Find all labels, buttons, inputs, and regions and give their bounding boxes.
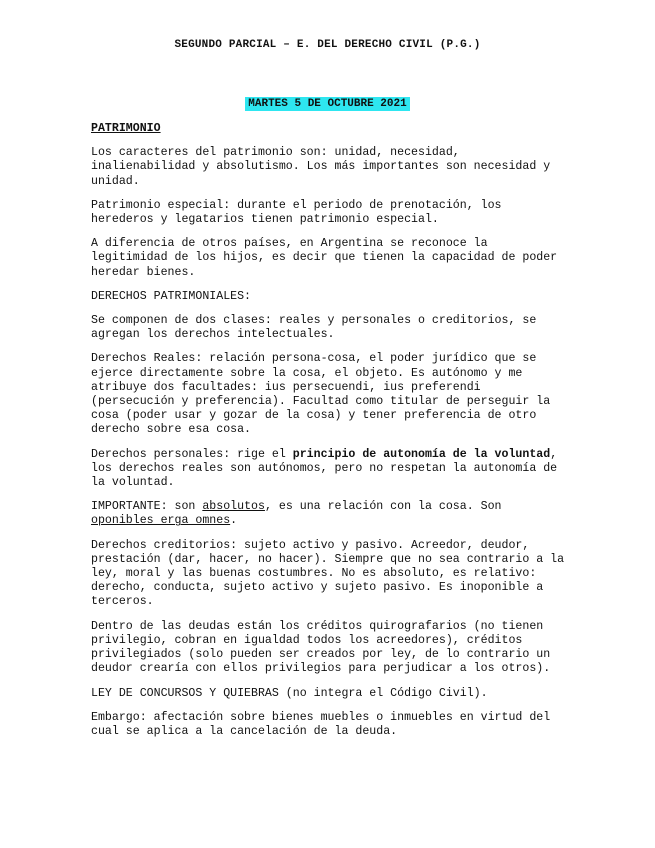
highlighted-date: MARTES 5 DE OCTUBRE 2021 <box>245 97 409 111</box>
text-run: Derechos personales: rige el <box>91 447 293 461</box>
text-run: . <box>230 514 238 528</box>
paragraph-legitimidad: A diferencia de otros países, en Argentina se reconoce la legitimidad de los hijos, es decir que tienen la capacidad de poder heredar bienes. <box>91 237 558 279</box>
paragraph-derechos-creditorios: Derechos creditorios: sujeto activo y pasivo. Acreedor, deudor, prestación (dar, hacer, no hacer). Siempre que no sea contrario a la ley, moral y las buenas costumbres. No es absoluto, es relativo: derecho, conducta, sujeto activo y sujeto pasivo. Es inoponible a terceros. <box>91 538 565 609</box>
subheading-derechos-patrimoniales: DERECHOS PATRIMONIALES: <box>91 289 252 303</box>
paragraph-derechos-reales: Derechos Reales: relación persona-cosa, el poder jurídico que se ejerce directamente sobre la cosa, el objeto. Es autónomo y me atribuye dos facultades: ius persecuendi, ius preferendi (persecución y preferencia). Facultad como titular de perseguir la cosa (poder usar y gozar de la cosa) y tener preferencia de otro derecho sobre esa cosa. <box>91 352 551 437</box>
paragraph-embargo: Embargo: afectación sobre bienes muebles o inmuebles en virtud del cual se aplica a la cancelación de la deuda. <box>91 710 551 738</box>
paragraph-ley-concursos: LEY DE CONCURSOS Y QUIEBRAS (no integra el Código Civil). <box>91 686 488 700</box>
document-title: SEGUNDO PARCIAL – E. DEL DERECHO CIVIL (P.G.) <box>174 39 481 51</box>
paragraph-caracteres: Los caracteres del patrimonio son: unidad, necesidad, inalienabilidad y absolutismo. Los más importantes son necesidad y unidad. <box>91 146 551 188</box>
text-run: , los derechos reales son autónomos, pero no respetan la autonomía de la voluntad. <box>91 447 558 490</box>
section-heading: PATRIMONIO <box>91 122 161 135</box>
document-body <box>91 122 571 749</box>
underlined-phrase: oponibles erga omnes <box>91 514 231 528</box>
underlined-phrase: absolutos <box>202 500 265 514</box>
date-line <box>0 97 655 111</box>
paragraph-clases: Se componen de dos clases: reales y personales o creditorios, se agregan los derechos intelectuales. <box>91 314 537 342</box>
paragraph-importante <box>91 500 571 528</box>
paragraph-patrimonio-especial: Patrimonio especial: durante el periodo de prenotación, los herederos y legatarios tienen patrimonio especial. <box>91 198 502 227</box>
paragraph-derechos-personales <box>91 448 571 491</box>
paragraph-deudas: Dentro de las deudas están los créditos quirografarios (no tienen privilegio, cobran en igualdad todos los acreedores), créditos privilegiados (solo pueden ser creados por ley, de lo contrario un deudor crearía con ellos privilegios para perjudicar a los otros). <box>91 619 551 676</box>
bold-phrase: principio de autonomía de la voluntad <box>292 447 551 461</box>
text-run: IMPORTANTE: son <box>91 500 203 514</box>
text-run: , es una relación con la cosa. Son <box>264 500 502 514</box>
